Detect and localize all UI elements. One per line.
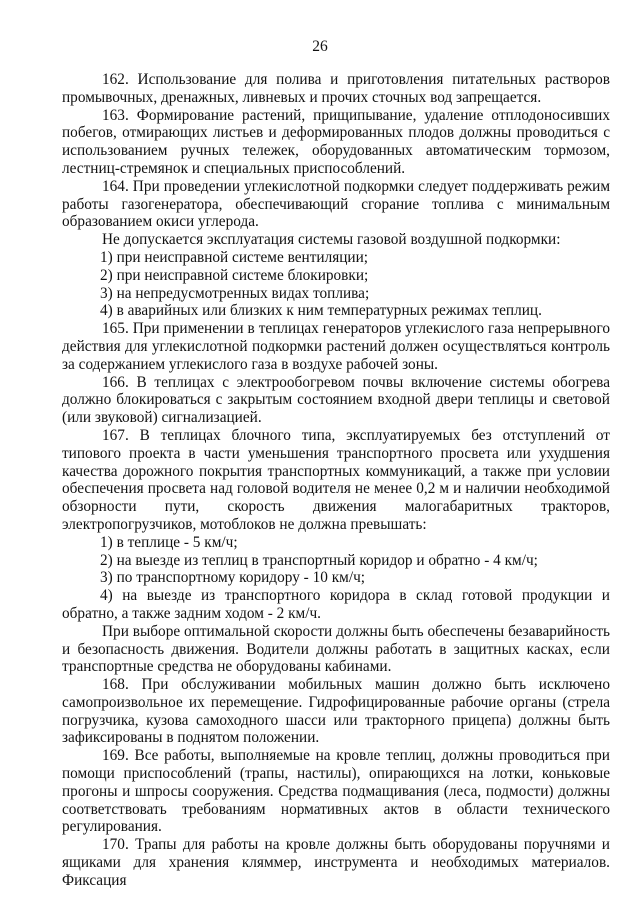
- list-item: 3) по транспортному коридору - 10 км/ч;: [100, 569, 366, 587]
- paragraph-165: 165. При применении в теплицах генераторов углекислого газа непрерывного действия для углекислотной подкормки растений должен осуществляться контроль за содержанием углекислого газа в воздухе рабочей зоны.: [62, 320, 610, 373]
- list-item: 3) на непредусмотренных видах топлива;: [100, 284, 370, 302]
- body-text: [62, 71, 610, 890]
- paragraph-162: 162. Использование для полива и приготовления питательных растворов промывочных, дренажных, ливневых и прочих сточных вод запрещается.: [62, 71, 610, 106]
- list-item: 4) в аварийных или близких к ним температурных режимах теплиц.: [100, 302, 542, 320]
- paragraph-167: 167. В теплицах блочного типа, эксплуатируемых без отступлений от типового проекта в части уменьшения транспортного просвета или ухудшения качества дорожного покрытия транспортных коммуникаций, а также при условии обеспечения просвета над головой водителя не менее 0,2 м и наличии необходимой обзорности пути, скорость движения малогабаритных тракторов, электропогрузчиков, мотоблоков не должна превышать:: [62, 426, 610, 533]
- paragraph-164: 164. При проведении углекислотной подкормки следует поддерживать режим работы газогенератора, обеспечивающий сгорание топлива с минимальным образованием окиси углерода.: [62, 177, 610, 231]
- page-number: 26: [312, 38, 328, 55]
- paragraph-gas-intro: Не допускается эксплуатация системы газовой воздушной подкормки:: [102, 231, 561, 249]
- paragraph-163: 163. Формирование растений, прищипывание, удаление отплодоносивших побегов, отмирающих листьев и деформированных плодов должны проводиться с использованием ручных тележек, оборудованных автоматическим тормозом, лестниц-стремянок и специальных приспособлений.: [62, 106, 610, 177]
- paragraph-166: 166. В теплицах с электрообогревом почвы включение системы обогрева должно блокироваться с закрытым состоянием входной двери теплицы и световой (или звуковой) сигнализацией.: [62, 373, 610, 427]
- paragraph-168: 168. При обслуживании мобильных машин должно быть исключено самопроизвольное их перемещение. Гидрофицированные рабочие органы (стрела погрузчика, кузова самоходного шасси или тракторного прицепа) должны быть зафиксированы в поднятом положении.: [62, 676, 610, 747]
- paragraph-169: 169. Все работы, выполняемые на кровле теплиц, должны проводиться при помощи приспособлений (трапы, настилы), опирающихся на лотки, коньковые прогоны и шпросы сооружения. Средства подмащивания (леса, подмости) должны соответствовать требованиям нормативных актов в области технического регулирования.: [62, 747, 610, 836]
- list-item: 2) при неисправной системе блокировки;: [100, 266, 369, 284]
- list-item: 4) на выезде из транспортного коридора в склад готовой продукции и обратно, а также задним ходом - 2 км/ч.: [62, 587, 610, 622]
- paragraph-170: 170. Трапы для работы на кровле должны быть оборудованы поручнями и ящиками для хранения кляммер, инструмента и необходимых материалов. Фиксация: [62, 836, 610, 889]
- list-item: 2) на выезде из теплиц в транспортный коридор и обратно - 4 км/ч;: [100, 551, 538, 569]
- list-item: 1) при неисправной системе вентиляции;: [100, 248, 369, 266]
- list-item: 1) в теплице - 5 км/ч;: [100, 533, 238, 551]
- paragraph-speed-note: При выборе оптимальной скорости должны быть обеспечены безаварийность и безопасность движения. Водители должны работать в защитных касках, если транспортные средства не оборудованы кабинами.: [62, 622, 610, 676]
